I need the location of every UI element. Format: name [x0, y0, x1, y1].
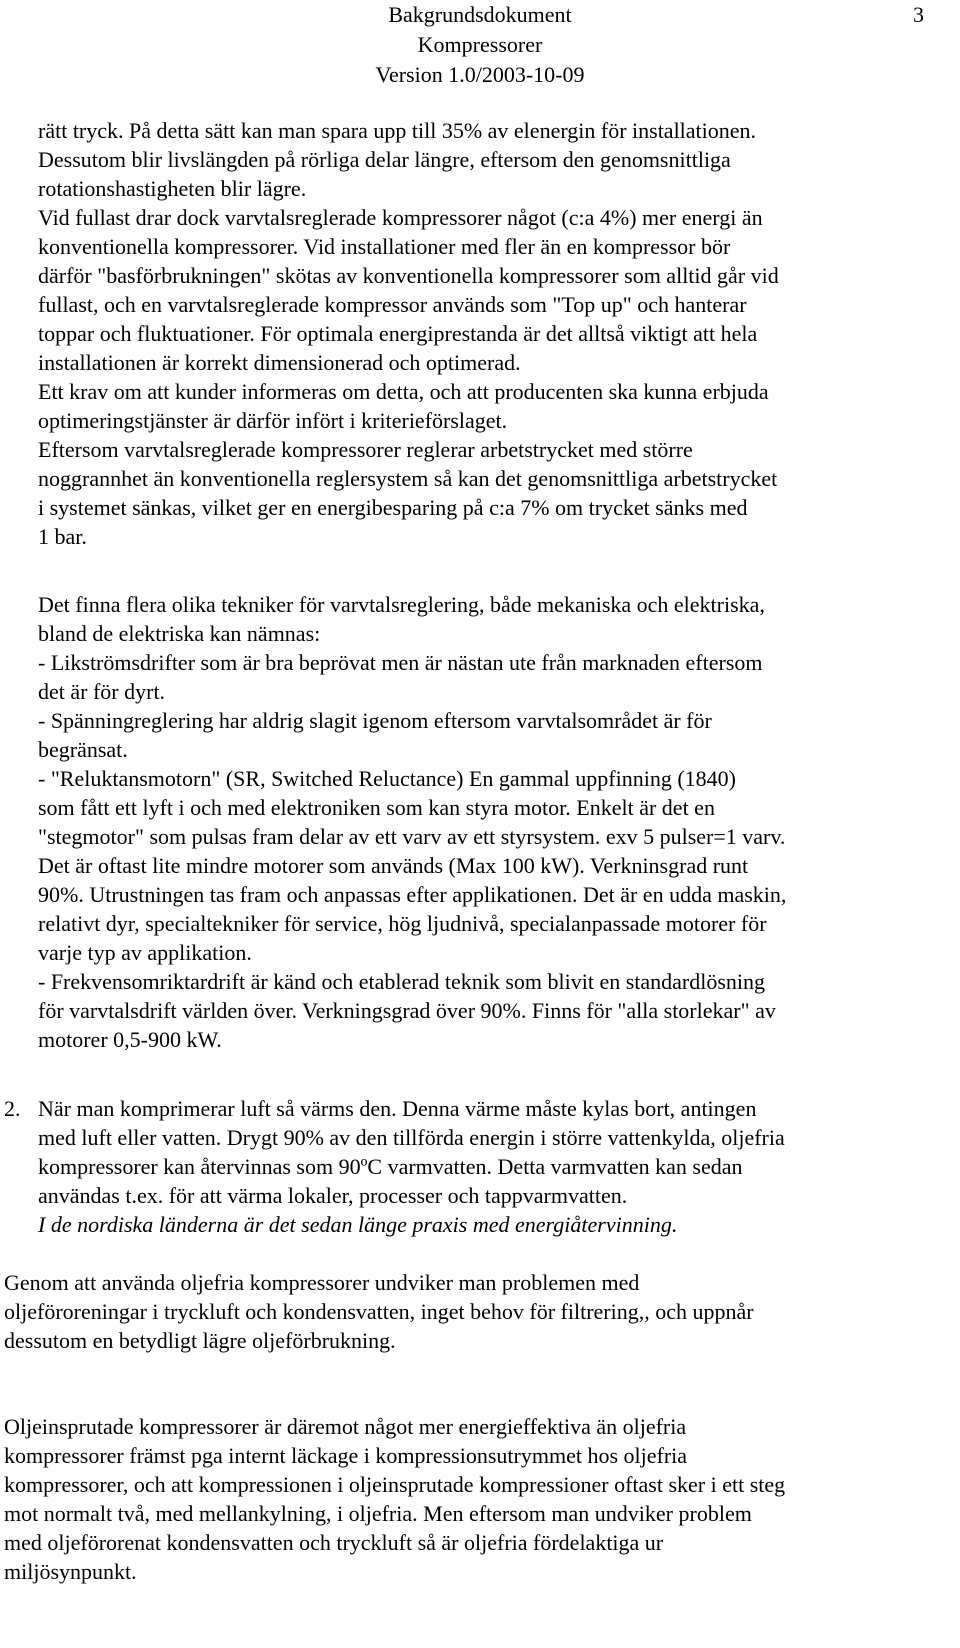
- text-line: i systemet sänkas, vilket ger en energibesparing på c:a 7% om trycket sänks med: [38, 495, 748, 520]
- text-line: När man komprimerar luft så värms den. Denna värme måste kylas bort, antingen: [38, 1096, 757, 1121]
- text-line: Ett krav om att kunder informeras om detta, och att producenten ska kunna erbjuda: [38, 379, 769, 404]
- text-line: "stegmotor" som pulsas fram delar av ett varv av ett styrsystem. exv 5 pulser=1 varv.: [38, 824, 786, 849]
- document-subtitle: Kompressorer: [417, 32, 543, 57]
- text-line: fullast, och en varvtalsreglerade kompressor används som "Top up" och hanterar: [38, 292, 747, 317]
- text-line: med luft eller vatten. Drygt 90% av den tillförda energin i större vattenkylda, oljefria: [38, 1125, 785, 1150]
- text-line: Vid fullast drar dock varvtalsreglerade kompressorer något (c:a 4%) mer energi än: [38, 205, 763, 230]
- list-number: 2.: [4, 1096, 21, 1121]
- text-line: rätt tryck. På detta sätt kan man spara upp till 35% av elenergin för installationen.: [38, 118, 757, 143]
- text-line: installationen är korrekt dimensionerad och optimerad.: [38, 350, 521, 375]
- italic-note: I de nordiska länderna är det sedan länge praxis med energiåtervinning.: [38, 1212, 678, 1237]
- text-line: 1 bar.: [38, 524, 87, 549]
- list-item-heat-recovery: [38, 1094, 785, 1239]
- text-line: Det är oftast lite mindre motorer som används (Max 100 kW). Verkninsgrad runt: [38, 853, 749, 878]
- text-line: optimeringstjänster är därför infört i kriterieförslaget.: [38, 408, 508, 433]
- paragraph-oil-free: [4, 1268, 754, 1355]
- text-line: det är för dyrt.: [38, 679, 166, 704]
- section-speed-control-techniques: [38, 590, 786, 1054]
- text-line: 90%. Utrustningen tas fram och anpassas efter applikationen. Det är en udda maskin,: [38, 882, 787, 907]
- text-line: relativt dyr, specialtekniker för service, hög ljudnivå, specialanpassade motorer för: [38, 911, 767, 936]
- text-line: oljeföroreningar i tryckluft och kondensvatten, inget behov för filtrering,, och uppnår: [4, 1299, 754, 1324]
- text-line: kompressorer kan återvinnas som 90ºC varmvatten. Detta varmvatten kan sedan: [38, 1154, 743, 1179]
- text-line: - Likströmsdrifter som är bra beprövat men är nästan ute från marknaden eftersom: [38, 650, 763, 675]
- text-line: rotationshastigheten blir lägre.: [38, 176, 307, 201]
- paragraph-oil-injected: [4, 1412, 785, 1586]
- text-line: som fått ett lyft i och med elektroniken som kan styra motor. Enkelt är det en: [38, 795, 715, 820]
- text-line: toppar och fluktuationer. För optimala energiprestanda är det alltså viktigt att hela: [38, 321, 758, 346]
- text-line: konventionella kompressorer. Vid installationer med fler än en kompressor bör: [38, 234, 731, 259]
- text-line: kompressorer främst pga internt läckage i kompressionsutrymmet hos oljefria: [4, 1443, 688, 1468]
- text-line: noggrannhet än konventionella reglersystem så kan det genomsnittliga arbetstrycket: [38, 466, 778, 491]
- page-number: 3: [913, 2, 924, 27]
- text-line: varje typ av applikation.: [38, 940, 252, 965]
- text-line: Genom att använda oljefria kompressorer undviker man problemen med: [4, 1270, 640, 1295]
- text-line: mot normalt två, med mellankylning, i oljefria. Men eftersom man undviker problem: [4, 1501, 752, 1526]
- text-line: begränsat.: [38, 737, 128, 762]
- text-line: därför "basförbrukningen" skötas av konventionella kompressorer som alltid går vid: [38, 263, 779, 288]
- text-line: bland de elektriska kan nämnas:: [38, 621, 321, 646]
- text-line: för varvtalsdrift världen över. Verkningsgrad över 90%. Finns för "alla storlekar" av: [38, 998, 776, 1023]
- text-line: kompressorer, och att kompressionen i oljeinsprutade kompressioner oftast sker i ett steg: [4, 1472, 786, 1497]
- text-line: Oljeinsprutade kompressorer är däremot något mer energieffektiva än oljefria: [4, 1414, 687, 1439]
- text-line: motorer 0,5-900 kW.: [38, 1027, 222, 1052]
- text-line: - Spänningreglering har aldrig slagit igenom eftersom varvtalsområdet är för: [38, 708, 712, 733]
- text-line: miljösynpunkt.: [4, 1559, 137, 1584]
- page-header: [0, 0, 960, 90]
- text-line: användas t.ex. för att värma lokaler, processer och tappvarmvatten.: [38, 1183, 628, 1208]
- document-title: Bakgrundsdokument: [388, 2, 572, 27]
- text-line: dessutom en betydligt lägre oljeförbrukning.: [4, 1328, 396, 1353]
- section-variable-speed-intro: [38, 116, 779, 551]
- text-line: - Frekvensomriktardrift är känd och etablerad teknik som blivit en standardlösning: [38, 969, 766, 994]
- document-version: Version 1.0/2003-10-09: [375, 62, 585, 87]
- text-line: Det finna flera olika tekniker för varvtalsreglering, både mekaniska och elektriska,: [38, 592, 765, 617]
- text-line: med oljeförorenat kondensvatten och tryckluft så är oljefria fördelaktiga ur: [4, 1530, 664, 1555]
- text-line: - "Reluktansmotorn" (SR, Switched Reluctance) En gammal uppfinning (1840): [38, 766, 736, 791]
- text-line: Dessutom blir livslängden på rörliga delar längre, eftersom den genomsnittliga: [38, 147, 731, 172]
- text-line: Eftersom varvtalsreglerade kompressorer reglerar arbetstrycket med större: [38, 437, 693, 462]
